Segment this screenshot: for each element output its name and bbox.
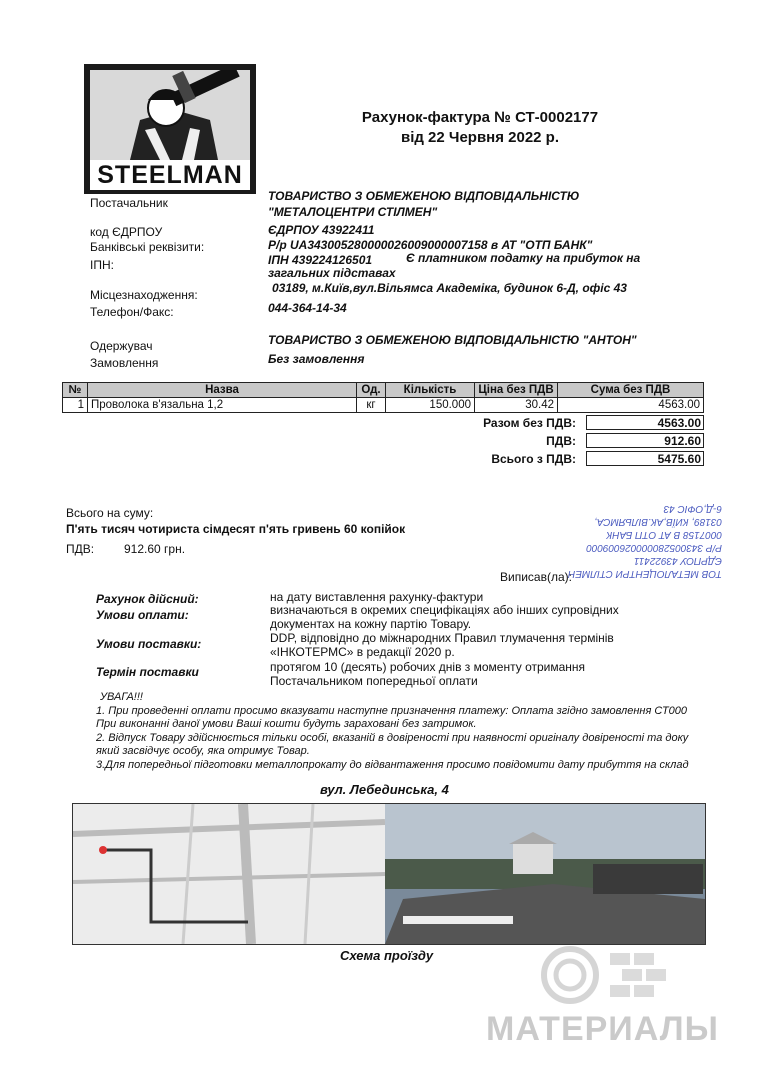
edrpou-label: код ЄДРПОУ xyxy=(90,225,163,239)
stamp-line-1: ТОВ МЕТАЛОЦЕНТРИ СТІЛМЕН xyxy=(568,568,722,579)
address-label: Місцезнаходження: xyxy=(90,288,198,302)
vat-total xyxy=(290,433,704,450)
grand-total-value: 5475.60 xyxy=(586,451,704,466)
table-header-row xyxy=(63,383,704,398)
cell-price: 30.42 xyxy=(475,398,558,413)
condition-payment-text-2: документах на кожну партію Товару. xyxy=(270,617,472,631)
supplier-name-1: ТОВАРИСТВО З ОБМЕЖЕНОЮ ВІДПОВІДАЛЬНІСТЮ xyxy=(268,189,580,203)
col-price: Ціна без ПДВ xyxy=(475,383,558,398)
worker-illustration xyxy=(90,70,250,160)
recipient-name: ТОВАРИСТВО З ОБМЕЖЕНОЮ ВІДПОВІДАЛЬНІСТЮ "АНТОН" xyxy=(268,333,637,347)
cell-quantity: 150.000 xyxy=(386,398,475,413)
street-label: вул. Лебединська, 4 xyxy=(320,782,449,797)
stamp-line-2: ЄДРПОУ 43922411 xyxy=(633,555,722,566)
logo-wordmark: STEELMAN xyxy=(90,160,250,190)
condition-term-label: Термін поставки xyxy=(96,665,199,679)
stamp-line-6: 6-Д,ОФІС 43 xyxy=(663,503,722,514)
watermark-text: МАТЕРИАЛЫ xyxy=(486,1010,719,1048)
edrpou-value: ЄДРПОУ 43922411 xyxy=(268,223,375,237)
col-number: № xyxy=(63,383,88,398)
bank-label: Банківські реквізити: xyxy=(90,240,205,254)
table-row xyxy=(63,398,704,413)
note-line-2: При виконанні даної умови Ваші кошти будуть зараховані без затримок. xyxy=(96,718,477,730)
condition-payment-label: Умови оплати: xyxy=(96,608,189,622)
note-line-3: 2. Відпуск Товару здійснюється тільки особі, вказаній в довіреності при наявності оригіналу довіреності та доку xyxy=(96,731,689,744)
cell-sum: 4563.00 xyxy=(558,398,704,413)
sum-label: Всього на суму: xyxy=(66,506,154,520)
condition-delivery-label: Умови поставки: xyxy=(96,637,202,651)
invoice-title xyxy=(300,108,660,148)
supplier-name-2: "МЕТАЛОЦЕНТРИ СТІЛМЕН" xyxy=(268,205,438,219)
stamp-line-4: 0007158 В АТ ОТП БАНК xyxy=(606,529,722,540)
address-value: 03189, м.Київ,вул.Вільямса Академіка, будинок 6-Д, офіс 43 xyxy=(272,281,627,295)
sum-in-words: П'ять тисяч чотириста сімдесят п'ять гривень 60 копійок xyxy=(66,522,406,536)
notes-block xyxy=(96,691,764,772)
directions-graphic xyxy=(73,804,705,944)
cell-number: 1 xyxy=(63,398,88,413)
items-table xyxy=(62,382,704,413)
condition-delivery-text-2: «ІНКОТЕРМС» в редакції 2020 р. xyxy=(270,645,455,659)
total-without-vat xyxy=(290,415,704,432)
stamp-line-3: Р/Р 343005280000026009000 xyxy=(586,542,722,553)
sum-vat-value: 912.60 грн. xyxy=(124,542,186,556)
total-value: 4563.00 xyxy=(586,415,704,430)
col-sum: Сума без ПДВ xyxy=(558,383,704,398)
note-line-4: який засвідчує особу, яка отримує Товар. xyxy=(96,745,310,757)
order-value: Без замовлення xyxy=(268,352,365,366)
sum-vat-label: ПДВ: xyxy=(66,542,95,556)
condition-delivery-text-1: DDP, відповідно до міжнародних Правил тлумачення термінів xyxy=(270,631,614,645)
grand-total-label: Всього з ПДВ: xyxy=(491,452,576,466)
map-caption: Схема проїзду xyxy=(340,948,434,963)
phone-label: Телефон/Факс: xyxy=(90,305,174,319)
vat-value: 912.60 xyxy=(586,433,704,448)
invoice-date: від 22 Червня 2022 р. xyxy=(400,129,560,146)
note-line-5: 3.Для попередньої підготовки металлопрокату до відвантаження просимо повідомити дату прибуття на склад xyxy=(96,758,689,771)
col-name: Назва xyxy=(88,383,357,398)
total-label: Разом без ПДВ: xyxy=(483,416,576,430)
grand-total xyxy=(290,451,704,468)
signed-by-label: Виписав(ла): xyxy=(500,570,572,584)
col-unit: Од. xyxy=(357,383,386,398)
supplier-label: Постачальник xyxy=(90,196,168,210)
condition-term-text-1: протягом 10 (десять) робочих днів з моменту отримання xyxy=(270,660,586,674)
invoice-number: Рахунок-фактура № СТ-0002177 xyxy=(361,109,599,126)
ipn-label: ІПН: xyxy=(90,258,114,272)
directions-image xyxy=(72,803,706,945)
condition-payment-text-1: визначаються в окремих специфікаціях або інших супровідних xyxy=(270,603,619,617)
tax-status-2: загальних підставах xyxy=(268,266,396,280)
bank-value: Р/р UA343005280000026009000007158 в АТ "ОТП БАНК" xyxy=(268,238,593,252)
steelman-logo xyxy=(84,64,256,194)
condition-validity-text: на дату виставлення рахунку-фактури xyxy=(270,590,484,604)
cell-unit: кг xyxy=(357,398,386,413)
order-label: Замовлення xyxy=(90,356,159,370)
condition-validity-label: Рахунок дійсний: xyxy=(96,592,199,606)
condition-term-text-2: Постачальником попередньої оплати xyxy=(270,674,478,688)
ipn-value: ІПН 439224126501 xyxy=(268,253,373,267)
watermark-icon xyxy=(530,935,680,1005)
stamp-line-5: 03189, КИЇВ,АК.ВІЛЬЯМСА, xyxy=(594,516,722,527)
tax-status-1: Є платником податку на прибуток на xyxy=(406,251,641,265)
col-quantity: Кількість xyxy=(386,383,475,398)
cell-name: Проволока в'язальна 1,2 xyxy=(88,398,357,413)
company-stamp xyxy=(486,502,722,580)
recipient-label: Одержувач xyxy=(90,339,153,353)
note-line-1: 1. При проведенні оплати просимо вказувати наступне призначення платежу: Оплата згідно замовлення СТ000 xyxy=(96,704,688,717)
notes-heading: УВАГА!!! xyxy=(100,691,143,703)
vat-label: ПДВ: xyxy=(546,434,576,448)
phone-value: 044-364-14-34 xyxy=(268,301,347,315)
